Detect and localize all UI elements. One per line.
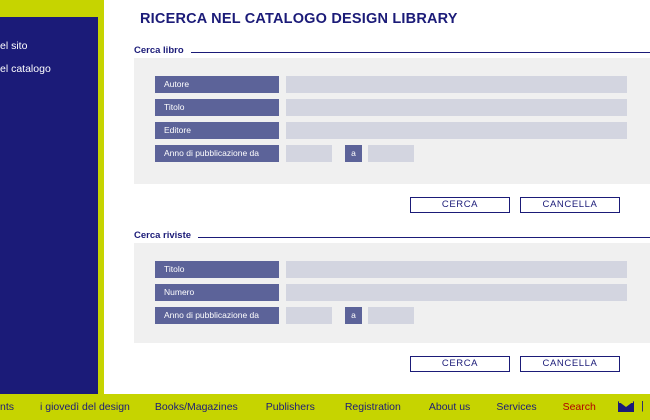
magazine-number-input[interactable] (286, 284, 627, 301)
bottom-nav-separator: | (641, 400, 644, 412)
bottom-nav-item-publishers[interactable]: Publishers (265, 401, 315, 413)
bottom-nav-item-services[interactable]: Services (496, 401, 537, 413)
search-magazines-panel (134, 243, 650, 343)
field-label-magazine-year-from: Anno di pubblicazione da (155, 307, 279, 324)
section-divider-books (191, 52, 650, 53)
bottom-nav-item-books-magazines[interactable]: Books/Magazines (154, 401, 238, 413)
bottom-nav-item-about-us[interactable]: About us (428, 401, 471, 413)
sidebar-item-catalog[interactable]: el catalogo (0, 63, 51, 75)
section-title-magazines: Cerca riviste (134, 230, 192, 241)
page-title: RICERCA NEL CATALOGO DESIGN LIBRARY (140, 11, 458, 27)
bottom-nav-item-search[interactable]: Search (562, 401, 596, 413)
year-from-input[interactable] (286, 145, 332, 162)
main-content (104, 0, 650, 394)
search-books-panel (134, 58, 650, 184)
magazine-year-range-separator: a (345, 307, 362, 324)
field-label-title: Titolo (155, 99, 279, 116)
title-input[interactable] (286, 99, 627, 116)
sidebar (0, 0, 104, 420)
magazines-cancel-button[interactable]: CANCELLA (520, 356, 620, 372)
year-range-separator: a (345, 145, 362, 162)
magazine-year-to-input[interactable] (368, 307, 414, 324)
section-divider-magazines (198, 237, 650, 238)
magazines-button-row (134, 356, 650, 372)
field-label-author: Autore (155, 76, 279, 93)
books-search-button[interactable]: CERCA (410, 197, 510, 213)
sidebar-item-site[interactable]: el sito (0, 40, 28, 52)
bottom-navigation-bar (0, 394, 650, 420)
books-button-row (134, 197, 650, 213)
author-input[interactable] (286, 76, 627, 93)
bottom-nav-list (0, 394, 650, 420)
bottom-nav-item-registration[interactable]: Registration (344, 401, 401, 413)
magazine-year-from-input[interactable] (286, 307, 332, 324)
section-title-books: Cerca libro (134, 45, 184, 56)
year-to-input[interactable] (368, 145, 414, 162)
field-label-year-from: Anno di pubblicazione da (155, 145, 279, 162)
sidebar-accent-block (0, 0, 104, 17)
bottom-nav-item-events[interactable]: nts (0, 401, 15, 413)
magazine-title-input[interactable] (286, 261, 627, 278)
field-label-publisher: Editore (155, 122, 279, 139)
publisher-input[interactable] (286, 122, 627, 139)
bottom-nav-item-giovedi[interactable]: i giovedì del design (40, 401, 130, 413)
magazines-search-button[interactable]: CERCA (410, 356, 510, 372)
field-label-magazine-number: Numero (155, 284, 279, 301)
field-label-magazine-title: Titolo (155, 261, 279, 278)
mail-icon-flap (618, 401, 634, 407)
mail-icon[interactable] (618, 401, 634, 412)
books-cancel-button[interactable]: CANCELLA (520, 197, 620, 213)
